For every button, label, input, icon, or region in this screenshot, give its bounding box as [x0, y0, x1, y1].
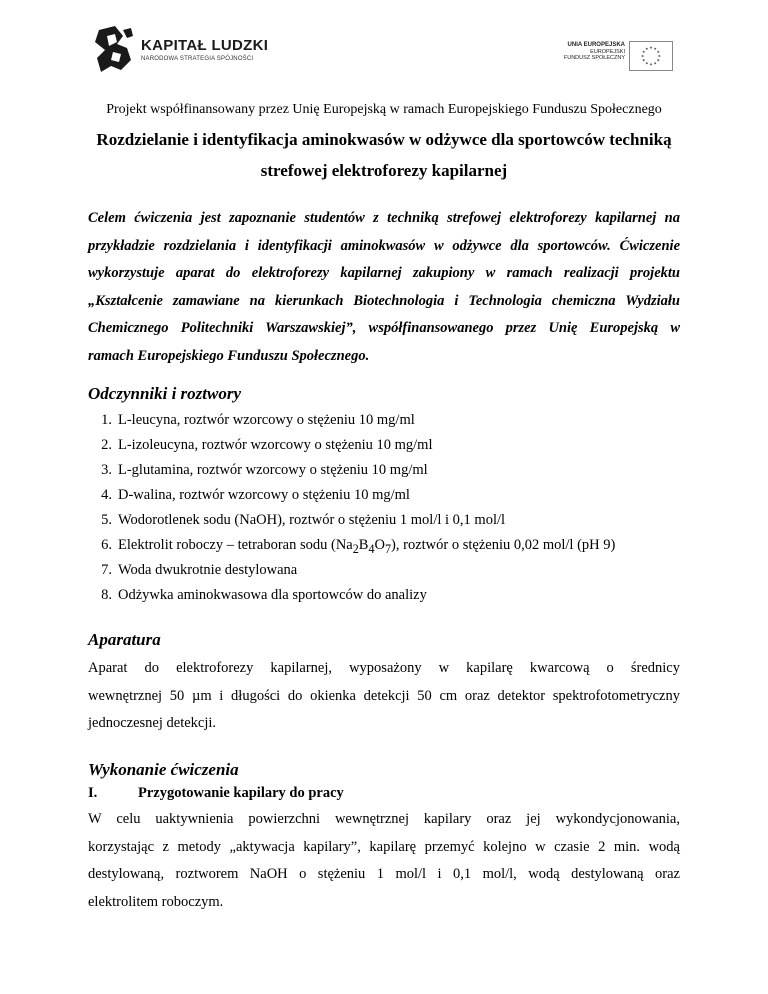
- list-item: [88, 458, 688, 483]
- list-item-number: 4.: [101, 487, 112, 503]
- list-item-text: L-glutamina, roztwór wzorcowy o stężeniu 10 mg/ml: [118, 462, 428, 478]
- formula-subscript: 7: [385, 541, 392, 556]
- eu-logo-line2: EUROPEJSKI: [590, 48, 625, 55]
- kapital-ludzki-logo: [93, 26, 293, 76]
- list-item-number: 1.: [101, 412, 112, 428]
- intro-line: Celem ćwiczenia jest zapoznanie studentów z techniką strefowej elektroforezy kapilarnej na: [88, 210, 680, 226]
- formula-subscript: 4: [368, 541, 375, 556]
- list-item-text: L-izoleucyna, roztwór wzorcowy o stężeniu 10 mg/ml: [118, 437, 433, 453]
- procedure-paragraph: [88, 806, 680, 916]
- list-item-text: Odżywka aminokwasowa dla sportowców do analizy: [118, 587, 427, 603]
- procedure-line: elektrolitem roboczym.: [88, 893, 224, 910]
- kapital-ludzki-emblem-icon: [93, 26, 135, 74]
- procedure-line: korzystając z metody „aktywacja kapilary”, kapilarę przemyć kolejno w czasie 2 min. wodą: [88, 838, 680, 855]
- formula-text: ), roztwór o stężeniu 0,02 mol/l (pH 9): [391, 537, 616, 553]
- reagents-heading: Odczynniki i roztwory: [88, 384, 242, 403]
- apparatus-line: wewnętrznej 50 µm i długości do okienka detekcji 50 cm oraz detektor spektrofotometryczny: [88, 687, 680, 704]
- project-cofinancing-line: Projekt współfinansowany przez Unię Europejską w ramach Europejskiego Funduszu Społecznego: [106, 102, 662, 117]
- intro-line: przykładzie rozdzielania i identyfikacji aminokwasów w odżywce dla sportowców. Ćwiczenie: [88, 237, 680, 254]
- eu-logo-line3: FUNDUSZ SPOŁECZNY: [563, 55, 625, 61]
- procedure-heading: Wykonanie ćwiczenia: [88, 760, 239, 779]
- formula-text: B: [358, 537, 369, 553]
- page-header: [0, 22, 768, 117]
- list-item: [88, 433, 688, 458]
- eu-logo-text: [563, 42, 625, 62]
- section-number: I.: [88, 785, 98, 801]
- formula-text: Elektrolit roboczy – tetraboran sodu (Na: [118, 537, 353, 553]
- apparatus-line: jednoczesnej detekcji.: [88, 715, 217, 731]
- list-item-text: Woda dwukrotnie destylowana: [118, 562, 298, 578]
- list-item: [88, 408, 688, 433]
- list-item-text: L-leucyna, roztwór wzorcowy o stężeniu 10 mg/ml: [118, 412, 415, 428]
- eu-flag-icon: [629, 41, 673, 71]
- formula-text: O: [374, 537, 385, 553]
- list-item: [88, 508, 688, 533]
- list-item-text: D-walina, roztwór wzorcowy o stężeniu 10 mg/ml: [118, 487, 410, 503]
- document-title: [80, 124, 688, 186]
- logo-title: KAPITAŁ LUDZKI: [141, 37, 269, 54]
- title-line-1: Rozdzielanie i identyfikacja aminokwasów w odżywce dla sportowców techniką: [96, 130, 672, 149]
- list-item-number: 3.: [101, 462, 112, 478]
- formula-subscript: 2: [352, 541, 359, 556]
- list-item-number: 2.: [101, 437, 112, 453]
- list-item-number: 6.: [101, 537, 112, 553]
- list-item-text: [118, 537, 616, 556]
- logo-subtitle: NARODOWA STRATEGIA SPÓJNOŚCI: [141, 56, 254, 62]
- intro-line: Chemicznego Politechniki Warszawskiej”, współfinansowanego przez Unię Europejską w: [88, 320, 680, 336]
- section-heading: [88, 785, 344, 802]
- apparatus-paragraph: [88, 655, 680, 738]
- title-line-2: strefowej elektroforezy kapilarnej: [260, 161, 508, 180]
- list-item-number: 5.: [101, 512, 112, 528]
- list-item: [88, 483, 688, 508]
- procedure-line: destylowaną, roztworem NaOH o stężeniu 1 mol/l i 0,1 mol/l, wodą destylowaną oraz: [88, 866, 680, 882]
- list-item-number: 8.: [101, 587, 112, 603]
- list-item-text: Wodorotlenek sodu (NaOH), roztwór o stężeniu 1 mol/l i 0,1 mol/l: [118, 512, 506, 528]
- procedure-line: W celu uaktywnienia powierzchni wewnętrznej kapilary oraz jej wykondycjonowania,: [88, 811, 680, 827]
- apparatus-heading: Aparatura: [88, 630, 161, 649]
- apparatus-line: Aparat do elektroforezy kapilarnej, wyposażony w kapilarę kwarcową o średnicy: [88, 660, 680, 676]
- list-item: [88, 558, 688, 583]
- eu-logo: [563, 41, 675, 71]
- intro-paragraph: [88, 205, 680, 370]
- eu-logo-line1: UNIA EUROPEJSKA: [567, 42, 625, 48]
- list-item: [88, 533, 688, 558]
- list-item-number: 7.: [101, 562, 112, 578]
- list-item: [88, 583, 688, 608]
- intro-line: wykorzystuje aparat do elektroforezy kapilarnej zakupiony w ramach realizacji projektu: [88, 265, 680, 281]
- reagents-list: [88, 408, 688, 608]
- section-title: Przygotowanie kapilary do pracy: [138, 785, 344, 801]
- intro-line: ramach Europejskiego Funduszu Społecznego.: [88, 347, 370, 364]
- intro-line: „Kształcenie zamawiane na kierunkach Biotechnologia i Technologia chemiczna Wydziału: [88, 292, 680, 309]
